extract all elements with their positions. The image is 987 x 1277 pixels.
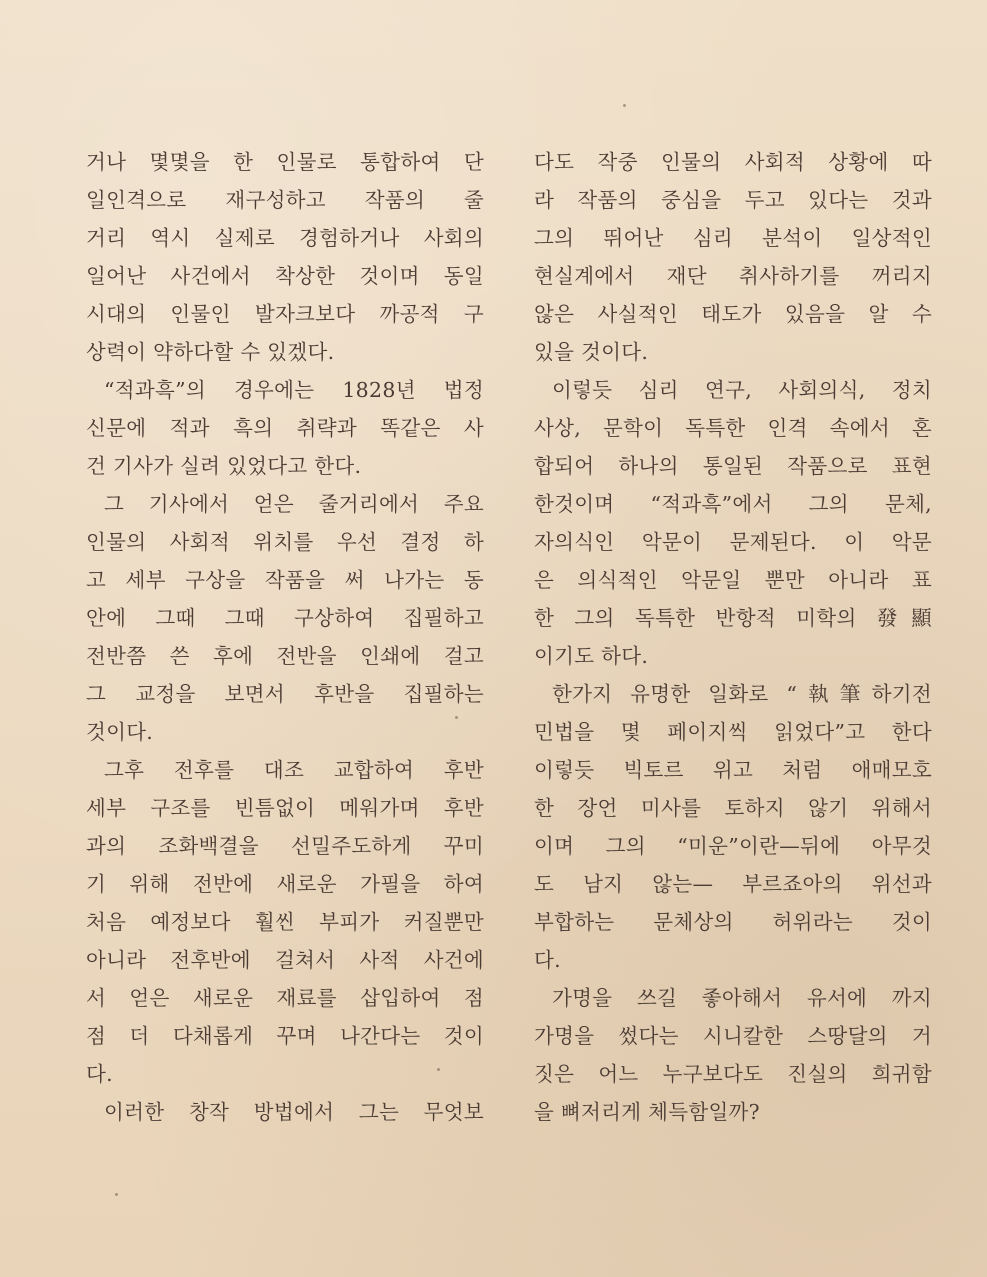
paper-speck xyxy=(437,1068,440,1071)
text-line: 않은 사실적인 태도가 있음을 알 수 xyxy=(534,302,932,326)
paper-speck xyxy=(115,1193,118,1196)
text-line: 신문에 적과 흑의 취략과 똑같은 사 xyxy=(86,416,484,440)
text-line: 점 더 다채롭게 꾸며 나간다는 것이 xyxy=(86,1024,484,1048)
text-line: 다. xyxy=(86,1062,113,1086)
text-line: 이며 그의 “미운”이란—뒤에 아무것 xyxy=(534,834,932,858)
text-line: 사상, 문학이 독특한 인격 속에서 혼 xyxy=(534,416,932,440)
text-line: 그 기사에서 얻은 줄거리에서 주요 xyxy=(104,492,484,516)
text-line: 이렇듯 심리 연구, 사회의식, 정치 xyxy=(552,378,932,402)
text-line: 안에 그때 그때 구상하여 집필하고 xyxy=(86,606,484,630)
text-line: 그후 전후를 대조 교합하여 후반 xyxy=(104,758,484,782)
text-line: 있을 것이다. xyxy=(534,340,649,364)
text-line: 합되어 하나의 통일된 작품으로 표현 xyxy=(534,454,932,478)
text-line: 다도 작중 인물의 사회적 상황에 따 xyxy=(534,150,932,174)
text-line: 한가지 유명한 일화로 “執筆하기전 xyxy=(552,682,932,706)
text-line: 을 뼈저리게 체득함일까? xyxy=(534,1100,760,1124)
text-line: 이기도 하다. xyxy=(534,644,649,668)
text-line: 고 세부 구상을 작품을 써 나가는 동 xyxy=(86,568,484,592)
text-line: 한 그의 독특한 반항적 미학의 發顯 xyxy=(534,606,932,630)
paper-speck xyxy=(455,716,458,719)
right-text-column xyxy=(534,143,932,1131)
text-line: 부합하는 문체상의 허위라는 것이 xyxy=(534,910,932,934)
text-line: 건 기사가 실려 있었다고 한다. xyxy=(86,454,362,478)
paper-speck xyxy=(623,104,626,107)
text-line: “적과흑”의 경우에는 1828년 법정 xyxy=(104,378,484,402)
text-line: 은 의식적인 악문일 뿐만 아니라 표 xyxy=(534,568,932,592)
text-line: 도 남지 않는— 부르죠아의 위선과 xyxy=(534,872,932,896)
text-line: 일어난 사건에서 착상한 것이며 동일 xyxy=(86,264,484,288)
text-line: 시대의 인물인 발자크보다 까공적 구 xyxy=(86,302,484,326)
text-line: 다. xyxy=(534,948,561,972)
text-line: 이러한 창작 방법에서 그는 무엇보 xyxy=(104,1100,484,1124)
text-line: 한것이며 “적과흑”에서 그의 문체, xyxy=(534,492,932,516)
text-line: 과의 조화백결을 선밀주도하게 꾸미 xyxy=(86,834,484,858)
text-line: 기 위해 전반에 새로운 가필을 하여 xyxy=(86,872,484,896)
text-line: 거나 몇몇을 한 인물로 통합하여 단 xyxy=(86,150,484,174)
text-line: 가명을 쓰길 좋아해서 유서에 까지 xyxy=(552,986,932,1010)
text-line: 거리 역시 실제로 경험하거나 사회의 xyxy=(86,226,484,250)
text-line: 세부 구조를 빈틈없이 메워가며 후반 xyxy=(86,796,484,820)
text-line: 자의식인 악문이 문제된다. 이 악문 xyxy=(534,530,932,554)
text-line: 상력이 약하다할 수 있겠다. xyxy=(86,340,335,364)
text-line: 가명을 썼다는 시니칼한 스땅달의 거 xyxy=(534,1024,932,1048)
text-line: 그의 뛰어난 심리 분석이 일상적인 xyxy=(534,226,932,250)
text-line: 짓은 어느 누구보다도 진실의 희귀함 xyxy=(534,1062,932,1086)
text-line: 처음 예정보다 훨씬 부피가 커질뿐만 xyxy=(86,910,484,934)
text-line: 라 작품의 중심을 두고 있다는 것과 xyxy=(534,188,932,212)
text-line: 이렇듯 빅토르 위고 처럼 애매모호 xyxy=(534,758,932,782)
text-line: 한 장언 미사를 토하지 않기 위해서 xyxy=(534,796,932,820)
text-line: 현실계에서 재단 취사하기를 꺼리지 xyxy=(534,264,932,288)
text-line: 아니라 전후반에 걸쳐서 사적 사건에 xyxy=(86,948,484,972)
text-line: 서 얻은 새로운 재료를 삽입하여 점 xyxy=(86,986,484,1010)
text-line: 것이다. xyxy=(86,720,154,744)
text-line: 인물의 사회적 위치를 우선 결정 하 xyxy=(86,530,484,554)
text-line: 민법을 몇 페이지씩 읽었다”고 한다 xyxy=(534,720,932,744)
text-line: 일인격으로 재구성하고 작품의 줄 xyxy=(86,188,484,212)
text-line: 전반쯤 쓴 후에 전반을 인쇄에 걸고 xyxy=(86,644,484,668)
left-text-column xyxy=(86,143,484,1131)
text-line: 그 교정을 보면서 후반을 집필하는 xyxy=(86,682,484,706)
